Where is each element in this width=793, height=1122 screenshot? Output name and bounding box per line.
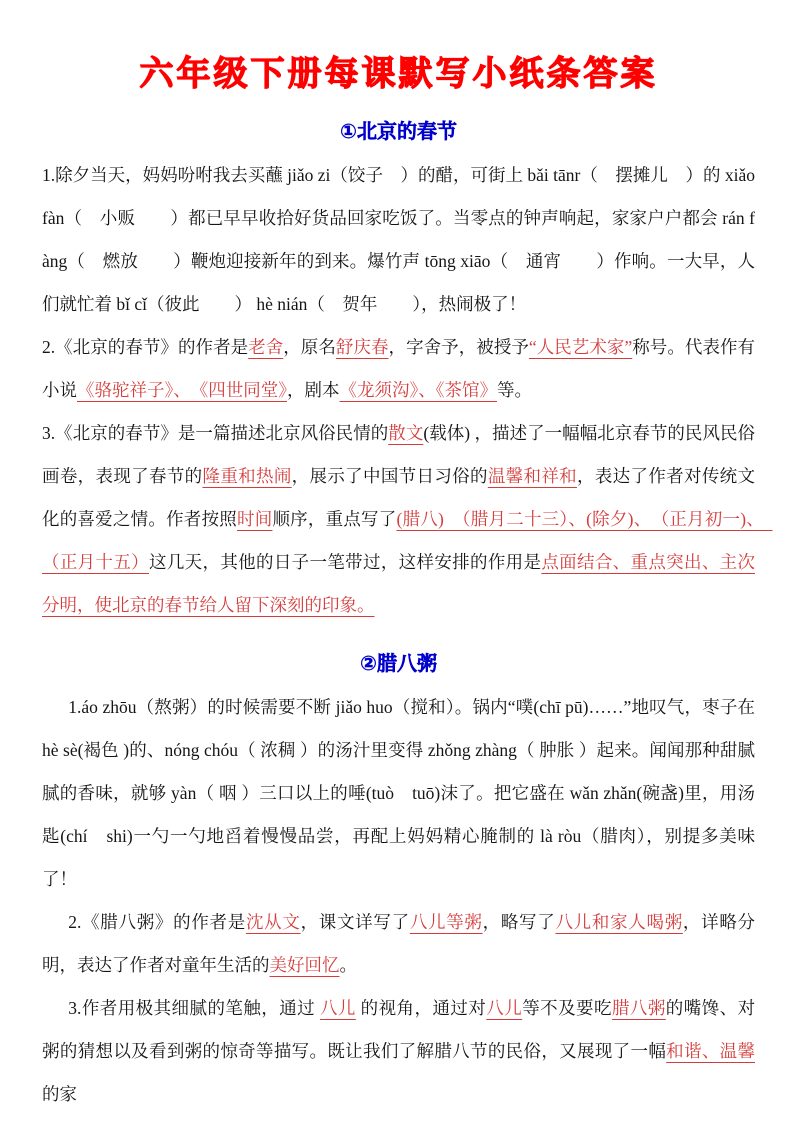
- body-text: ，原名: [283, 337, 336, 357]
- answer-text: “人民艺术家”: [528, 337, 633, 357]
- paragraph: [42, 154, 755, 326]
- body-text: 2.《北京的春节》的作者是: [42, 337, 249, 357]
- answer-text: 和谐、温馨: [666, 1041, 756, 1061]
- answer-text: 老舍: [248, 337, 284, 357]
- answer-text: 舒庆春: [335, 337, 389, 357]
- body-text: ，表达了作者对传统文化的喜爱之情。作者按照: [42, 466, 756, 529]
- paragraph: [42, 901, 755, 987]
- body-text: 2.《腊八粥》的作者是: [68, 912, 246, 932]
- answer-text: 散文: [388, 423, 424, 443]
- answer-text: 八儿等粥: [409, 912, 483, 932]
- answer-text: 八儿和家人喝粥: [555, 912, 683, 932]
- body-text: 1.除夕当天，妈妈吩咐我去买蘸 jiǎo zi（饺子 ）的醋，可街上 bǎi tānr（ 摆摊儿 ）的 xiǎo fàn（ 小贩 ）都已早早收拾好货品回家吃饭了。当零点的钟声响起，家家户户都会 rán fàng（ 燃放 ）鞭炮迎接新年的到来。爆竹声 tōng xiāo（ 通宵 ）作响。一大早，人们就忙着 bǐ cǐ（彼此 ） hè nián（ 贺年 ），热闹极了！: [42, 165, 755, 314]
- body-text: 称号。代表作有小说: [42, 337, 756, 400]
- body-text: 等不及要吃: [522, 998, 612, 1018]
- body-text: 的家: [42, 1084, 77, 1104]
- body-text: 顺序，重点写了: [272, 509, 397, 529]
- answer-text: 《龙须沟》、《茶馆》: [339, 380, 497, 400]
- body-text: ，字舍予，被授予: [388, 337, 529, 357]
- document-title: 六年级下册每课默写小纸条答案: [139, 54, 658, 94]
- answer-text: 八儿: [319, 998, 356, 1018]
- answer-text: 美好回忆: [269, 955, 340, 975]
- answer-text: 八儿: [486, 998, 523, 1018]
- body-text: (载体) ，描述了一幅幅北京春节的民风民俗画卷，表现了春节的: [42, 423, 756, 486]
- answer-text: 《骆驼祥子》、 《四世同堂》: [77, 380, 287, 400]
- body-text: 的视角，通过对: [355, 998, 487, 1018]
- document-content: [42, 115, 773, 1116]
- body-text: 的嘴馋、对粥的猜想以及看到粥的惊奇等描写。既让我们了解腊八节的民俗，又展现了一幅: [42, 998, 756, 1061]
- answer-text: 腊八粥: [611, 998, 666, 1018]
- body-text: ，略写了: [482, 912, 556, 932]
- body-text: 等。: [497, 380, 532, 400]
- paragraph: [42, 326, 755, 412]
- paragraph: [42, 412, 773, 627]
- body-text: ，展示了中国节日习俗的: [291, 466, 488, 486]
- answer-text: 点面结合、重点突出、主次分明，使北京的春节给人留下深刻的印象。: [42, 552, 756, 615]
- body-text: ，详略分明，表达了作者对童年生活的: [42, 912, 756, 975]
- body-text: 1.áo zhōu（熬粥）的时候需要不断 jiǎo huo（搅和）。锅内“噗(chī pū)……”地叹气，枣子在 hè sè(褐色 )的、nóng chóu（ 浓稠 ）的汤汁里变得 zhǒng zhàng（ 肿胀 ）起来。闻闻那种甜腻腻的香味，就够 yàn（ 咽 ）三口以上的唾(tuò tuō)沫了。把它盛在 wǎn zhǎn(碗盏)里，用汤匙(chí shi)一勺一勺地舀着慢慢品尝，再配上妈妈精心腌制的 là ròu（腊肉），别提多美味了！: [42, 697, 755, 889]
- body-text: 3.《北京的春节》是一篇描述北京风俗民情的: [42, 423, 389, 443]
- section-heading-2: ②腊八粥: [360, 651, 437, 675]
- body-text: 。: [339, 955, 357, 975]
- answer-text: 时间: [236, 509, 273, 529]
- body-text: 这几天，其他的日子一笔带过，这样安排的作用是: [149, 552, 542, 572]
- answer-text: 隆重和热闹: [202, 466, 292, 486]
- paragraph: [42, 686, 755, 901]
- body-text: 3.作者用极其细腻的笔触，通过: [68, 998, 320, 1018]
- answer-text: (腊八) （腊月二十三）、(除夕)、 （正月初一)、 （正月十五）: [42, 509, 773, 572]
- answer-text: 温馨和祥和: [487, 466, 578, 486]
- answer-text: 沈从文: [245, 912, 301, 932]
- paragraph: [42, 987, 755, 1116]
- body-text: ，剧本: [287, 380, 340, 400]
- section-heading-1: ①北京的春节: [340, 119, 457, 143]
- body-text: ，课文详写了: [300, 912, 410, 932]
